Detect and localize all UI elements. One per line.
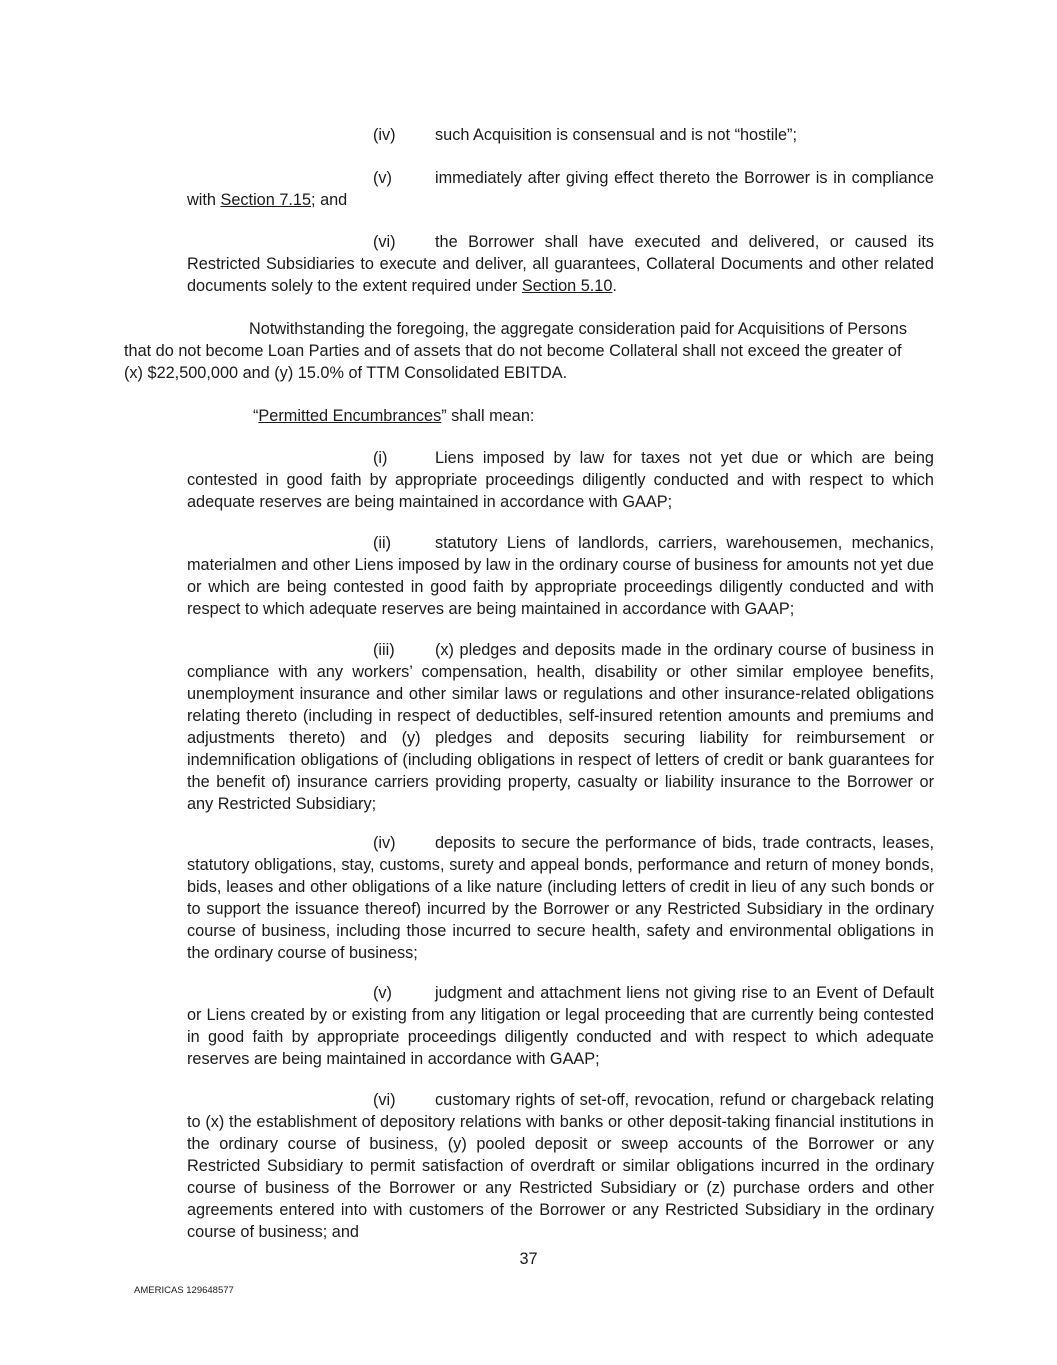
section-reference-link[interactable]: Section 5.10 [521,277,613,295]
clause-text-end: . [612,277,617,295]
clause-v-acquisition [187,167,934,211]
clause-text: statutory Liens of landlords, carriers, warehousemen, mechanics, materialmen and other Liens imposed by law in the ordinary course of business for amounts not yet due or which are being contested in good faith by appropriate proceedings diligently conducted and with respect to which adequate reserves are being maintained in accordance with GAAP; [187,534,934,618]
clause-number: (iii) [373,641,395,659]
clause-text: the Borrower shall have executed and delivered, or caused its Restricted Subsidiaries to execute and deliver, all guarantees, Collateral Documents and other related documents solely to the extent required under [187,233,934,295]
clause-iii-encumbrance [187,639,934,815]
notwithstanding-paragraph [124,318,924,384]
clause-text: Liens imposed by law for taxes not yet due or which are being contested in good faith by appropriate proceedings diligently conducted and with respect to which adequate reserves are being maintained in accordance with GAAP; [187,449,934,511]
definition-text: ” shall mean: [441,407,535,425]
clause-iv-acquisition [187,124,934,146]
page-number: 37 [519,1250,538,1268]
clause-text: immediately after giving effect thereto the Borrower is in compliance with [187,169,934,209]
clause-number: (vi) [373,233,396,251]
clause-vi-acquisition [187,231,934,297]
clause-ii-encumbrance [187,532,934,620]
clause-i-encumbrance [187,447,934,513]
clause-number: (iv) [373,834,396,852]
clause-number: (v) [373,169,392,187]
clause-number: (i) [373,449,388,467]
clause-text: (x) pledges and deposits made in the ordinary course of business in compliance with any workers’ compensation, health, disability or other similar employee benefits, unemployment insurance and other similar laws or regulations and other insurance-related obligations relating thereto (including in respect of deductibles, self-insured retention amounts and premiums and adjustments thereto) and (y) pledges and deposits securing liability for reimbursement or indemnification obligations of (including obligations in respect of letters of credit or bank guarantees for the benefit of) insurance carriers providing property, casualty or liability insurance to the Borrower or any Restricted Subsidiary; [187,641,934,813]
clause-iv-encumbrance [187,832,934,964]
clause-text: deposits to secure the performance of bids, trade contracts, leases, statutory obligations, stay, customs, surety and appeal bonds, performance and return of money bonds, bids, leases and other obligations of a like nature (including letters of credit in lieu of any such bonds or to support the issuance thereof) incurred by the Borrower or any Restricted Subsidiary in the ordinary course of business, including those incurred to secure health, safety and environmental obligations in the ordinary course of business; [187,834,934,962]
clause-text-end: ; and [311,191,348,209]
paragraph-text: Notwithstanding the foregoing, the aggregate consideration paid for Acquisitions of Persons that do not become Loan Parties and of assets that do not become Collateral shall not exceed the greater of (x) $22,500,000 and (y) 15.0% of TTM Consolidated EBITDA. [124,320,907,382]
open-quote: “ [253,407,259,425]
clause-text: judgment and attachment liens not giving rise to an Event of Default or Liens created by or existing from any litigation or legal proceeding that are currently being contested in good faith by appropriate proceedings diligently conducted and with respect to which adequate reserves are being maintained in accordance with GAAP; [187,984,934,1068]
clause-vi-encumbrance [187,1089,934,1243]
clause-text: such Acquisition is consensual and is not “hostile”; [435,126,798,144]
clause-number: (ii) [373,534,392,552]
definition-heading [253,405,534,427]
clause-v-encumbrance [187,982,934,1070]
document-id-footer: AMERICAS 129648577 [134,1285,234,1296]
defined-term: Permitted Encumbrances [258,407,442,425]
clause-number: (iv) [373,126,396,144]
clause-text: customary rights of set-off, revocation, refund or chargeback relating to (x) the establishment of depository relations with banks or other deposit-taking financial institutions in the ordinary course of business, (y) pooled deposit or sweep accounts of the Borrower or any Restricted Subsidiary to permit satisfaction of overdraft or similar obligations incurred in the ordinary course of business of the Borrower or any Restricted Subsidiary or (z) purchase orders and other agreements entered into with customers of the Borrower or any Restricted Subsidiary in the ordinary course of business; and [187,1091,934,1241]
clause-number: (v) [373,984,392,1002]
clause-number: (vi) [373,1091,396,1109]
section-reference-link[interactable]: Section 7.15 [220,191,312,209]
